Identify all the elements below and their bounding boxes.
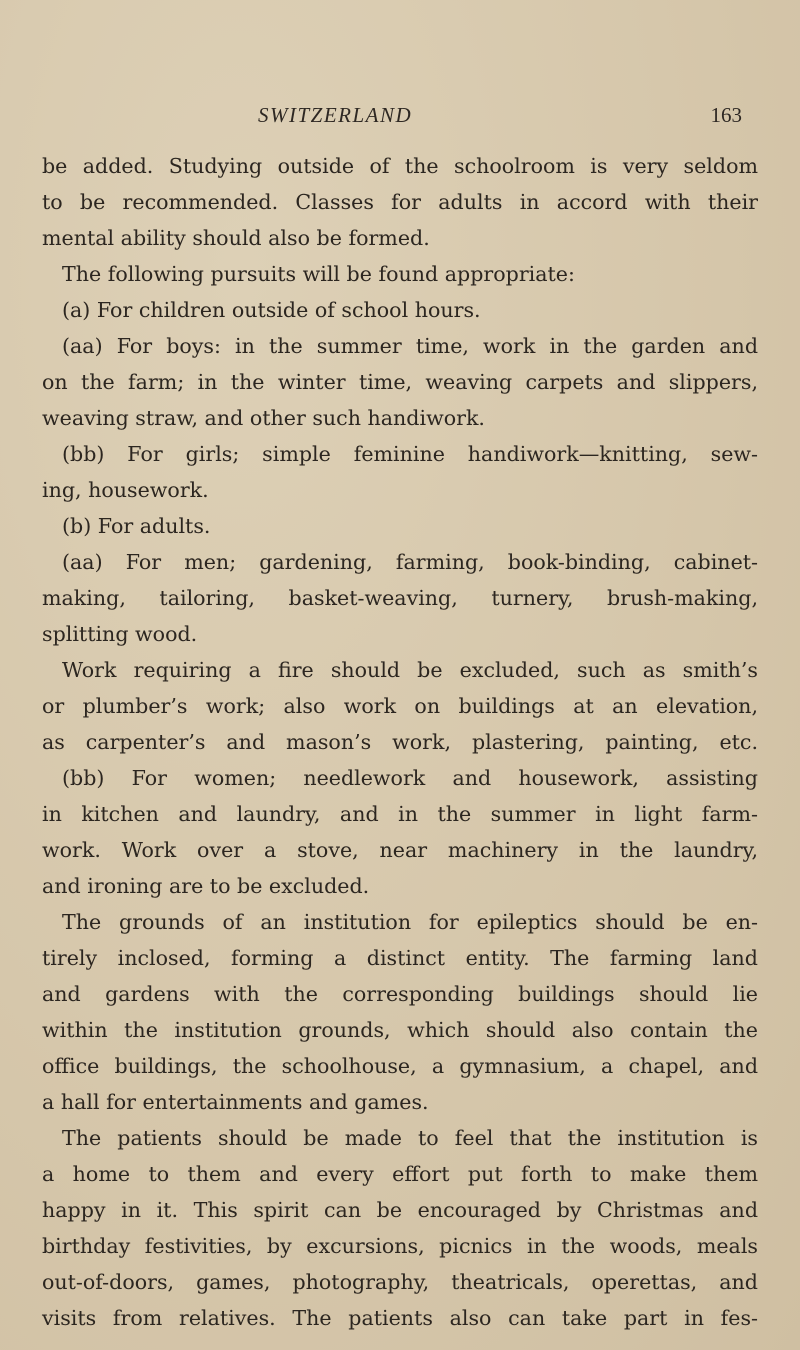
- text-line-2: to be recommended. Classes for adults in accord with their: [42, 190, 758, 214]
- text-line-28: The patients should be made to feel that the institution is: [62, 1126, 758, 1150]
- text-line-26: office buildings, the schoolhouse, a gymnasium, a chapel, and: [42, 1054, 758, 1078]
- text-line-1: be added. Studying outside of the schoolroom is very seldom: [42, 154, 758, 178]
- running-title: SWITZERLAND: [258, 103, 413, 127]
- text-line-6: (aa) For boys: in the summer time, work in the garden and: [62, 334, 758, 358]
- text-line-27: a hall for entertainments and games.: [42, 1090, 429, 1114]
- text-line-8: weaving straw, and other such handiwork.: [42, 406, 485, 430]
- text-line-14: splitting wood.: [42, 622, 198, 646]
- text-line-18: (bb) For women; needlework and housework, assisting: [62, 766, 758, 790]
- text-line-7: on the farm; in the winter time, weaving carpets and slippers,: [42, 370, 758, 394]
- text-line-25: within the institution grounds, which should also contain the: [42, 1018, 758, 1042]
- text-line-13: making, tailoring, basket-weaving, turnery, brush-making,: [42, 586, 758, 610]
- text-line-31: birthday festivities, by excursions, picnics in the woods, meals: [42, 1234, 758, 1258]
- text-line-10: ing, housework.: [42, 478, 209, 502]
- text-line-33: visits from relatives. The patients also can take part in fes-: [42, 1306, 758, 1330]
- text-line-19: in kitchen and laundry, and in the summer in light farm-: [42, 802, 758, 826]
- text-line-20: work. Work over a stove, near machinery in the laundry,: [42, 838, 758, 862]
- text-line-5: (a) For children outside of school hours.: [62, 298, 481, 322]
- text-line-4: The following pursuits will be found appropriate:: [62, 262, 575, 286]
- text-line-23: tirely inclosed, forming a distinct entity. The farming land: [42, 946, 758, 970]
- text-line-22: The grounds of an institution for epileptics should be en-: [62, 910, 758, 934]
- text-line-24: and gardens with the corresponding buildings should lie: [42, 982, 758, 1006]
- running-head: [258, 103, 758, 133]
- text-line-21: and ironing are to be excluded.: [42, 874, 370, 898]
- text-line-12: (aa) For men; gardening, farming, book-binding, cabinet-: [62, 550, 758, 574]
- text-line-3: mental ability should also be formed.: [42, 226, 430, 250]
- text-line-15: Work requiring a fire should be excluded, such as smith’s: [62, 658, 758, 682]
- page-number: 163: [710, 103, 742, 127]
- text-line-17: as carpenter’s and mason’s work, plastering, painting, etc.: [42, 730, 758, 754]
- text-line-11: (b) For adults.: [62, 514, 211, 538]
- text-line-30: happy in it. This spirit can be encouraged by Christmas and: [42, 1198, 758, 1222]
- text-line-29: a home to them and every effort put forth to make them: [42, 1162, 758, 1186]
- text-line-9: (bb) For girls; simple feminine handiwork—knitting, sew-: [62, 442, 758, 466]
- text-line-32: out-of-doors, games, photography, theatricals, operettas, and: [42, 1270, 758, 1294]
- text-line-16: or plumber’s work; also work on buildings at an elevation,: [42, 694, 758, 718]
